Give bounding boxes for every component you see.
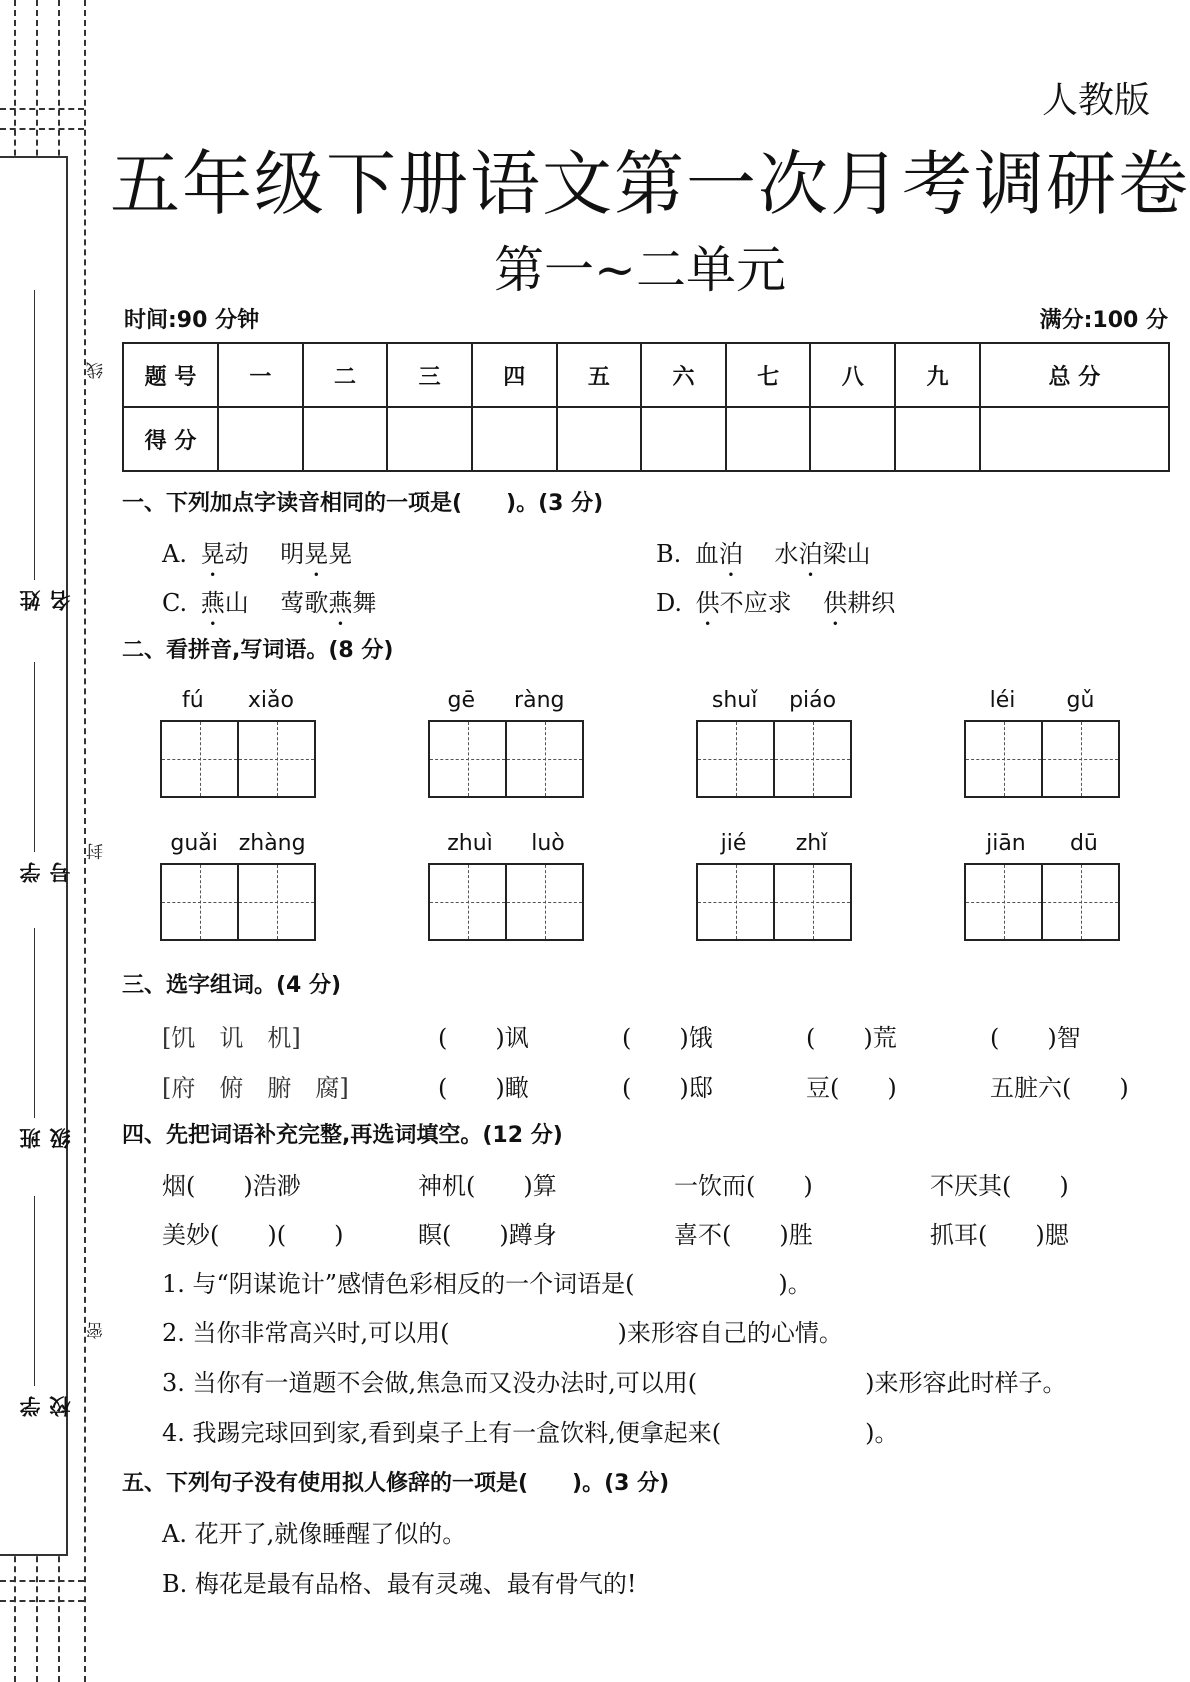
- q5-option-b[interactable]: B. 梅花是最有品格、最有灵魂、最有骨气的!: [162, 1570, 637, 1598]
- word-part: 血: [694, 540, 719, 568]
- writing-cell[interactable]: [698, 865, 775, 939]
- word-part: 耕织: [847, 589, 896, 617]
- page-subtitle: 第一~二单元: [494, 241, 786, 299]
- score-table-header-cell: 三: [387, 343, 472, 407]
- writing-cell[interactable]: [430, 865, 507, 939]
- pinyin-syllable: dū: [1069, 831, 1098, 856]
- q4-idiom-blank[interactable]: 抓耳( )腮: [930, 1221, 1069, 1249]
- score-table-header-row: [123, 343, 1169, 407]
- name-writing-line[interactable]: [34, 290, 35, 580]
- q4-idiom-blank[interactable]: 喜不( )胜: [674, 1221, 813, 1249]
- writing-grid: [696, 863, 852, 941]
- question-2-heading: 二、看拼音,写词语。(8 分): [122, 638, 394, 663]
- writing-grid: [964, 720, 1120, 798]
- option-word: [201, 589, 249, 617]
- student-id-writing-line[interactable]: [34, 662, 35, 852]
- writing-cell[interactable]: [966, 722, 1043, 796]
- school-writing-line[interactable]: [34, 1196, 35, 1386]
- pinyin-line: [964, 831, 1120, 863]
- pinyin-item: [160, 831, 316, 941]
- question-5-heading: 五、下列句子没有使用拟人修辞的一项是( )。(3 分): [122, 1471, 670, 1496]
- pinyin-syllable: zhàng: [238, 831, 306, 856]
- student-id-label: 学号: [19, 862, 73, 883]
- pinyin-syllable: fú: [182, 688, 204, 713]
- q4-idiom-blank[interactable]: 烟( )浩渺: [162, 1172, 301, 1200]
- pinyin-line: [160, 688, 316, 720]
- pinyin-item: [964, 831, 1120, 941]
- score-cell[interactable]: [726, 407, 811, 471]
- score-table-score-row: [123, 407, 1169, 471]
- dotted-char: 供: [695, 589, 720, 617]
- score-table-header-cell: 四: [472, 343, 557, 407]
- class-label: 班级: [19, 1128, 73, 1149]
- q5-option-a[interactable]: A. 花开了,就像睡醒了似的。: [162, 1520, 467, 1548]
- word-part: 莺歌: [280, 589, 329, 617]
- writing-cell[interactable]: [966, 865, 1043, 939]
- question-3-heading: 三、选字组词。(4 分): [122, 973, 342, 998]
- word-part: 晃: [328, 540, 353, 568]
- question-4-heading: 四、先把词语补充完整,再选词填空。(12 分): [122, 1123, 563, 1148]
- q4-sentence[interactable]: 4. 我踢完球回到家,看到桌子上有一盒饮料,便拿起来( )。: [162, 1419, 899, 1447]
- pinyin-syllable: xiǎo: [247, 688, 294, 713]
- q4-idiom-blank[interactable]: 神机( )算: [418, 1172, 557, 1200]
- writing-cell[interactable]: [430, 722, 507, 796]
- score-cell[interactable]: [218, 407, 303, 471]
- q3-blank[interactable]: ( )智: [990, 1024, 1081, 1052]
- exam-time: 时间:90 分钟: [124, 308, 260, 333]
- dotted-char: 泊: [718, 540, 743, 568]
- q3-blank[interactable]: ( )荒: [806, 1024, 897, 1052]
- word-part: 水: [774, 540, 799, 568]
- pinyin-line: [428, 831, 584, 863]
- edition-label: 人教版: [1041, 80, 1150, 121]
- pinyin-line: [696, 831, 852, 863]
- option-word: [775, 540, 871, 568]
- writing-cell[interactable]: [239, 865, 314, 939]
- q4-idiom-blank[interactable]: 瞑( )蹲身: [418, 1221, 557, 1249]
- q1-option-a[interactable]: [162, 534, 352, 582]
- q3-blank[interactable]: ( )讽: [438, 1024, 529, 1052]
- dotted-char: 供: [823, 589, 848, 617]
- writing-grid: [160, 863, 316, 941]
- pinyin-syllable: guǎi: [170, 831, 218, 856]
- writing-cell[interactable]: [239, 722, 314, 796]
- word-part: 不应求: [719, 589, 792, 617]
- pinyin-line: [428, 688, 584, 720]
- score-table-header-cell: 总 分: [980, 343, 1169, 407]
- pinyin-syllable: gē: [447, 688, 476, 713]
- binding-dash-line: [0, 1580, 84, 1582]
- score-table: [122, 342, 1170, 472]
- q4-sentence[interactable]: 2. 当你非常高兴时,可以用( )来形容自己的心情。: [162, 1319, 843, 1347]
- pinyin-syllable: zhǐ: [795, 831, 828, 856]
- score-cell[interactable]: [303, 407, 388, 471]
- pinyin-syllable: jiān: [986, 831, 1026, 856]
- score-table-header-cell: 八: [810, 343, 895, 407]
- option-word: [696, 589, 792, 617]
- writing-grid: [428, 720, 584, 798]
- writing-grid: [964, 863, 1120, 941]
- q3-char-choices: [饥 讥 机]: [162, 1024, 301, 1052]
- q4-idiom-blank[interactable]: 一饮而( ): [674, 1172, 813, 1200]
- q3-blank[interactable]: ( )瞰: [438, 1074, 529, 1102]
- q4-idiom-blank[interactable]: 不厌其( ): [930, 1172, 1069, 1200]
- pinyin-syllable: shuǐ: [711, 688, 758, 713]
- writing-cell[interactable]: [162, 865, 239, 939]
- writing-cell[interactable]: [1043, 865, 1118, 939]
- q1-option-c[interactable]: [162, 583, 376, 631]
- full-score: 满分:100 分: [1039, 308, 1168, 333]
- q3-blank[interactable]: ( )饿: [622, 1024, 713, 1052]
- score-cell[interactable]: [980, 407, 1169, 471]
- option-word: [695, 540, 743, 568]
- score-table-header-cell: 二: [303, 343, 388, 407]
- score-table-header-cell: 五: [557, 343, 642, 407]
- question-1-heading: 一、下列加点字读音相同的一项是( )。(3 分): [122, 491, 604, 516]
- writing-grid: [428, 863, 584, 941]
- pinyin-item: [160, 688, 316, 798]
- score-table-header-cell: 一: [218, 343, 303, 407]
- pinyin-syllable: luò: [531, 831, 565, 856]
- pinyin-syllable: léi: [989, 688, 1016, 713]
- pinyin-item: [696, 831, 852, 941]
- q4-sentence[interactable]: 3. 当你有一道题不会做,焦急而又没办法时,可以用( )来形容此时样子。: [162, 1369, 1067, 1397]
- score-cell[interactable]: [810, 407, 895, 471]
- dotted-char: 燕: [328, 589, 353, 617]
- q3-blank[interactable]: 豆( ): [806, 1074, 897, 1102]
- writing-cell[interactable]: [1043, 722, 1118, 796]
- word-part: 舞: [352, 589, 377, 617]
- word-part: 动: [224, 540, 249, 568]
- option-letter: D.: [656, 589, 683, 617]
- pinyin-line: [964, 688, 1120, 720]
- pinyin-line: [696, 688, 852, 720]
- score-cell[interactable]: [472, 407, 557, 471]
- pinyin-item: [428, 688, 584, 798]
- page-title: 五年级下册语文第一次月考调研卷: [110, 143, 1190, 225]
- writing-grid: [696, 720, 852, 798]
- writing-cell[interactable]: [507, 722, 582, 796]
- pinyin-syllable: jié: [720, 831, 747, 856]
- score-table-header-cell: 题 号: [123, 343, 218, 407]
- pinyin-syllable: zhuì: [447, 831, 493, 856]
- dotted-char: 燕: [200, 589, 225, 617]
- q4-sentence[interactable]: 1. 与“阴谋诡计”感情色彩相反的一个词语是( )。: [162, 1270, 812, 1298]
- option-word: [823, 589, 895, 617]
- option-word: [280, 589, 376, 617]
- option-word: [201, 540, 249, 568]
- name-label: 姓名: [19, 590, 73, 611]
- writing-cell[interactable]: [162, 722, 239, 796]
- option-letter: C.: [162, 589, 188, 617]
- score-table-header-cell: 九: [895, 343, 980, 407]
- binding-dash-line: [0, 108, 84, 110]
- dotted-char: 晃: [200, 540, 225, 568]
- writing-cell[interactable]: [775, 865, 850, 939]
- score-cell[interactable]: [895, 407, 980, 471]
- dotted-char: 泊: [798, 540, 823, 568]
- option-letter: A.: [162, 540, 187, 568]
- pinyin-item: [428, 831, 584, 941]
- option-letter: B.: [656, 540, 682, 568]
- q1-option-b[interactable]: [656, 534, 871, 582]
- q3-blank[interactable]: 五脏六( ): [990, 1074, 1129, 1102]
- seal-line-char: 封: [87, 843, 107, 860]
- q1-option-d[interactable]: [656, 583, 895, 631]
- word-part: 山: [224, 589, 249, 617]
- q4-idiom-blank[interactable]: 美妙( )( ): [162, 1221, 344, 1249]
- binding-dash-line: [0, 1600, 84, 1602]
- pinyin-syllable: ràng: [514, 688, 565, 713]
- option-word: [280, 540, 352, 568]
- q3-blank[interactable]: ( )邸: [622, 1074, 713, 1102]
- pinyin-item: [964, 688, 1120, 798]
- score-cell[interactable]: [641, 407, 726, 471]
- pinyin-syllable: gǔ: [1066, 688, 1095, 713]
- score-table-header-cell: 六: [641, 343, 726, 407]
- pinyin-line: [160, 831, 316, 863]
- word-part: 梁山: [822, 540, 871, 568]
- score-cell[interactable]: [557, 407, 642, 471]
- seal-line-char: 密: [87, 1322, 107, 1339]
- score-row-label: 得 分: [123, 407, 218, 471]
- seal-line-char: 线: [87, 362, 107, 379]
- word-part: 明: [280, 540, 305, 568]
- writing-grid: [160, 720, 316, 798]
- q3-char-choices: [府 俯 腑 腐]: [162, 1074, 349, 1102]
- binding-dash-line: [84, 0, 86, 1682]
- dotted-char: 晃: [304, 540, 329, 568]
- writing-cell[interactable]: [507, 865, 582, 939]
- class-writing-line[interactable]: [34, 928, 35, 1118]
- writing-cell[interactable]: [775, 722, 850, 796]
- school-label: 学校: [19, 1396, 73, 1417]
- pinyin-syllable: piáo: [789, 688, 837, 713]
- binding-dash-line: [0, 128, 84, 130]
- score-table-header-cell: 七: [726, 343, 811, 407]
- score-cell[interactable]: [387, 407, 472, 471]
- writing-cell[interactable]: [698, 722, 775, 796]
- pinyin-item: [696, 688, 852, 798]
